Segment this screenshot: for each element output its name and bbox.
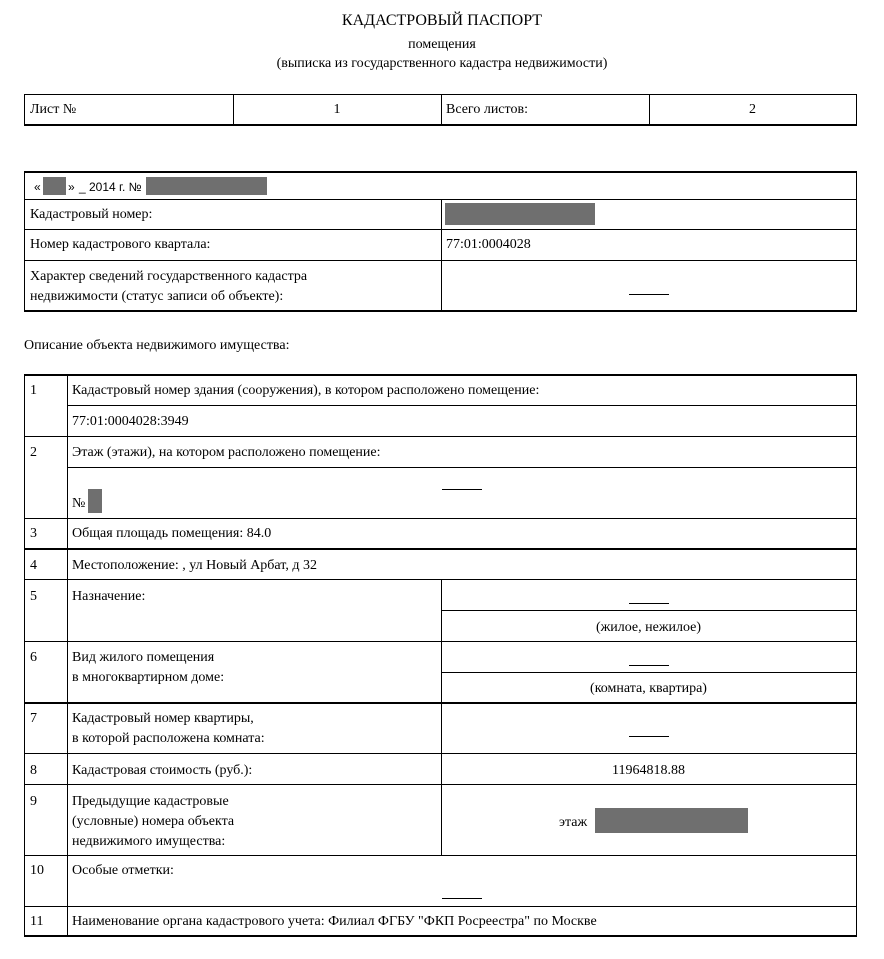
row-10-number: 10: [30, 863, 44, 878]
total-sheets-label: Всего листов:: [446, 102, 528, 117]
row-3-label: Общая площадь помещения: 84.0: [72, 526, 272, 541]
row-7-label-line1: Кадастровый номер квартиры,: [72, 711, 254, 726]
row-7-number: 7: [30, 711, 37, 726]
row-5-hint: (жилое, нежилое): [595, 620, 702, 635]
row-2-number: 2: [30, 445, 37, 460]
row-1-label: Кадастровый номер здания (сооружения), в котором расположено помещение:: [72, 383, 540, 398]
row-6-hint: (комната, квартира): [590, 681, 707, 696]
total-sheets-value: 2: [749, 102, 756, 117]
redacted-day: [43, 177, 66, 195]
row-1-number: 1: [30, 383, 37, 398]
row-5-label: Назначение:: [72, 589, 146, 604]
redacted-document-number: [146, 177, 267, 195]
redacted-floor-number: [88, 489, 102, 513]
row-9-label-line3: недвижимого имущества:: [72, 834, 226, 849]
row-5-number: 5: [30, 589, 37, 604]
row-6-empty-dash: [629, 665, 669, 666]
quarter-label: Номер кадастрового квартала:: [30, 237, 211, 252]
redacted-previous-numbers: [595, 808, 748, 833]
row-9-number: 9: [30, 794, 37, 809]
row-4-number: 4: [30, 558, 37, 573]
row-9-label-line1: Предыдущие кадастровые: [72, 794, 229, 809]
row-6-label-line1: Вид жилого помещения: [72, 650, 215, 665]
sheet-number: 1: [333, 102, 341, 117]
date-year: _ 2014 г. №: [79, 180, 142, 194]
row-5-empty-dash: [629, 603, 669, 604]
row-2-floor-no: №: [72, 496, 86, 511]
status-label-line2: недвижимости (статус записи об объекте):: [30, 289, 284, 304]
quarter-value: 77:01:0004028: [446, 237, 531, 252]
row-10-label: Особые отметки:: [72, 863, 174, 878]
document-subtitle: помещения: [408, 37, 476, 52]
row-9-label-line2: (условные) номера объекта: [72, 814, 235, 829]
sheet-label: Лист №: [30, 102, 77, 117]
row-11-label: Наименование органа кадастрового учета: Филиал ФГБУ "ФКП Росреестра" по Москве: [72, 914, 597, 929]
row-10-empty-dash: [442, 898, 482, 899]
row-6-number: 6: [30, 650, 37, 665]
status-label-line1: Характер сведений государственного кадастра: [30, 269, 308, 284]
cadastral-number-label: Кадастровый номер:: [30, 207, 153, 222]
row-7-empty-dash: [629, 736, 669, 737]
row-1-value: 77:01:0004028:3949: [72, 414, 189, 429]
row-4-label: Местоположение: , ул Новый Арбат, д 32: [72, 558, 317, 573]
row-8-number: 8: [30, 763, 37, 778]
status-empty-dash: [629, 294, 669, 295]
row-8-label: Кадастровая стоимость (руб.):: [72, 763, 253, 778]
row-9-value: этаж: [559, 815, 588, 830]
row-8-value: 11964818.88: [612, 763, 685, 778]
description-heading: Описание объекта недвижимого имущества:: [24, 338, 290, 353]
document-subtitle-extract: (выписка из государственного кадастра недвижимости): [276, 56, 608, 71]
row-7-label-line2: в которой расположена комната:: [72, 731, 265, 746]
row-2-label: Этаж (этажи), на котором расположено помещение:: [72, 445, 381, 460]
redacted-cadastral-number: [445, 203, 595, 225]
row-2-empty-dash: [442, 489, 482, 490]
date-open-quote: «: [34, 180, 41, 194]
row-6-label-line2: в многоквартирном доме:: [72, 670, 225, 685]
row-11-number: 11: [30, 914, 44, 929]
document-title: КАДАСТРОВЫЙ ПАСПОРТ: [341, 12, 543, 29]
row-3-number: 3: [30, 526, 37, 541]
date-close-quote: »: [68, 180, 75, 194]
